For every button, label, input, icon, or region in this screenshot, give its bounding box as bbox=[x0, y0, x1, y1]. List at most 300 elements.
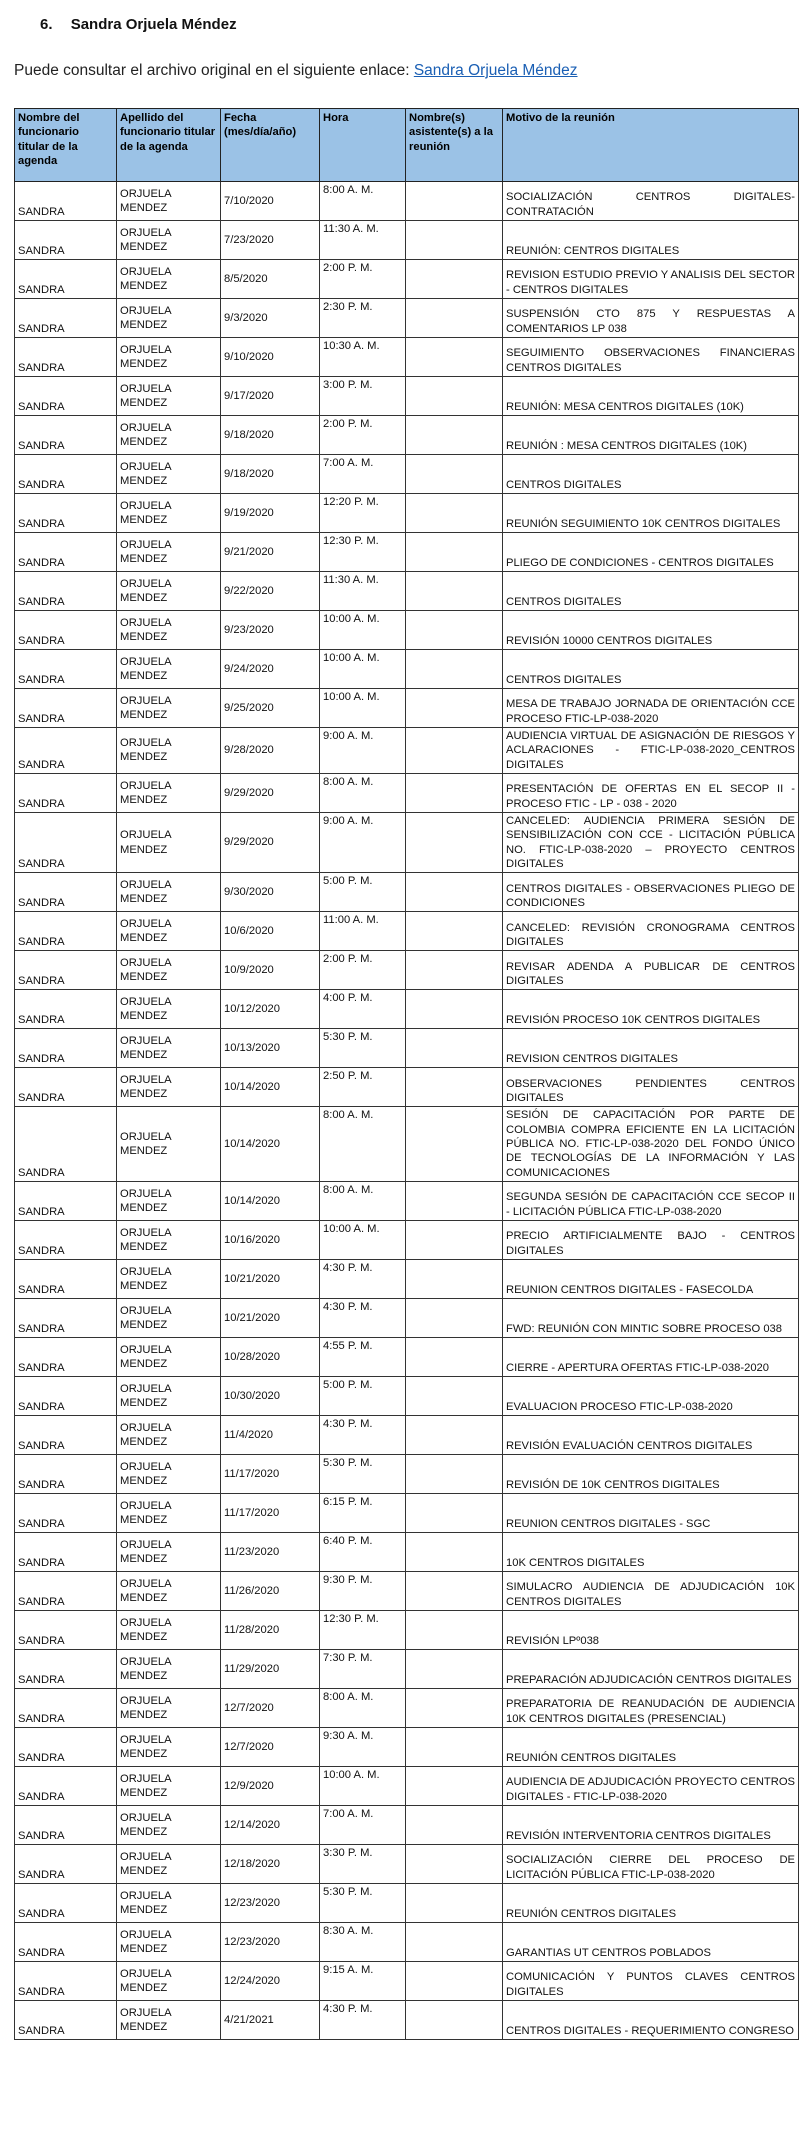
cell-hora: 11:00 A. M. bbox=[320, 912, 406, 951]
cell-hora: 10:00 A. M. bbox=[320, 650, 406, 689]
cell-motivo: EVALUACION PROCESO FTIC-LP-038-2020 bbox=[503, 1376, 799, 1415]
cell-nombre: SANDRA bbox=[15, 1805, 117, 1844]
cell-hora: 4:55 P. M. bbox=[320, 1337, 406, 1376]
table-row bbox=[15, 1571, 799, 1610]
table-row bbox=[15, 1805, 799, 1844]
cell-motivo: CANCELED: REVISIÓN CRONOGRAMA CENTROS DIGITALES bbox=[503, 912, 799, 951]
table-row bbox=[15, 990, 799, 1029]
cell-asistentes bbox=[406, 1259, 503, 1298]
table-row bbox=[15, 1107, 799, 1182]
original-file-link[interactable]: Sandra Orjuela Méndez bbox=[413, 62, 578, 79]
cell-apellido: ORJUELA MENDEZ bbox=[117, 1532, 221, 1571]
cell-apellido: ORJUELA MENDEZ bbox=[117, 650, 221, 689]
cell-nombre: SANDRA bbox=[15, 2000, 117, 2039]
cell-motivo: GARANTIAS UT CENTROS POBLADOS bbox=[503, 1922, 799, 1961]
cell-apellido: ORJUELA MENDEZ bbox=[117, 951, 221, 990]
cell-nombre: SANDRA bbox=[15, 912, 117, 951]
cell-motivo: REVISION ESTUDIO PREVIO Y ANALISIS DEL SECTOR - CENTROS DIGITALES bbox=[503, 260, 799, 299]
cell-hora: 6:40 P. M. bbox=[320, 1532, 406, 1571]
cell-apellido: ORJUELA MENDEZ bbox=[117, 1415, 221, 1454]
cell-nombre: SANDRA bbox=[15, 1532, 117, 1571]
cell-asistentes bbox=[406, 455, 503, 494]
cell-hora: 10:00 A. M. bbox=[320, 611, 406, 650]
cell-hora: 8:00 A. M. bbox=[320, 1107, 406, 1182]
cell-hora: 5:30 P. M. bbox=[320, 1883, 406, 1922]
header-nombre: Nombre del funcionario titular de la agenda bbox=[15, 109, 117, 182]
cell-motivo: CENTROS DIGITALES bbox=[503, 455, 799, 494]
cell-fecha: 11/17/2020 bbox=[221, 1493, 320, 1532]
cell-apellido: ORJUELA MENDEZ bbox=[117, 1688, 221, 1727]
cell-hora: 9:00 A. M. bbox=[320, 728, 406, 774]
cell-motivo: PRESENTACIÓN DE OFERTAS EN EL SECOP II - PROCESO FTIC - LP - 038 - 2020 bbox=[503, 773, 799, 812]
cell-nombre: SANDRA bbox=[15, 1029, 117, 1068]
cell-apellido: ORJUELA MENDEZ bbox=[117, 1610, 221, 1649]
table-row bbox=[15, 1337, 799, 1376]
cell-motivo: OBSERVACIONES PENDIENTES CENTROS DIGITALES bbox=[503, 1068, 799, 1107]
cell-fecha: 8/5/2020 bbox=[221, 260, 320, 299]
cell-nombre: SANDRA bbox=[15, 1493, 117, 1532]
cell-asistentes bbox=[406, 1883, 503, 1922]
cell-asistentes bbox=[406, 650, 503, 689]
table-row bbox=[15, 221, 799, 260]
cell-hora: 4:30 P. M. bbox=[320, 1259, 406, 1298]
cell-fecha: 10/12/2020 bbox=[221, 990, 320, 1029]
cell-asistentes bbox=[406, 494, 503, 533]
table-row bbox=[15, 2000, 799, 2039]
cell-fecha: 10/13/2020 bbox=[221, 1029, 320, 1068]
cell-asistentes bbox=[406, 1532, 503, 1571]
cell-motivo: CENTROS DIGITALES bbox=[503, 650, 799, 689]
cell-motivo: SIMULACRO AUDIENCIA DE ADJUDICACIÓN 10K CENTROS DIGITALES bbox=[503, 1571, 799, 1610]
cell-hora: 3:30 P. M. bbox=[320, 1844, 406, 1883]
table-row bbox=[15, 1610, 799, 1649]
table-row bbox=[15, 912, 799, 951]
table-body bbox=[15, 182, 799, 2040]
cell-fecha: 12/24/2020 bbox=[221, 1961, 320, 2000]
cell-hora: 5:00 P. M. bbox=[320, 873, 406, 912]
cell-hora: 10:00 A. M. bbox=[320, 689, 406, 728]
cell-motivo: CANCELED: AUDIENCIA PRIMERA SESIÓN DE SENSIBILIZACIÓN CON CCE - LICITACIÓN PÚBLICA NO. FTIC-LP-038-2020 – PROYECTO CENTROS DIGITALES bbox=[503, 812, 799, 872]
table-row bbox=[15, 951, 799, 990]
cell-apellido: ORJUELA MENDEZ bbox=[117, 533, 221, 572]
cell-motivo: REUNION CENTROS DIGITALES - SGC bbox=[503, 1493, 799, 1532]
cell-apellido: ORJUELA MENDEZ bbox=[117, 728, 221, 774]
cell-nombre: SANDRA bbox=[15, 773, 117, 812]
table-row bbox=[15, 1376, 799, 1415]
cell-hora: 4:30 P. M. bbox=[320, 1415, 406, 1454]
cell-hora: 4:00 P. M. bbox=[320, 990, 406, 1029]
cell-fecha: 9/21/2020 bbox=[221, 533, 320, 572]
cell-nombre: SANDRA bbox=[15, 1922, 117, 1961]
cell-asistentes bbox=[406, 1181, 503, 1220]
cell-motivo: REVISAR ADENDA A PUBLICAR DE CENTROS DIGITALES bbox=[503, 951, 799, 990]
cell-hora: 2:00 P. M. bbox=[320, 416, 406, 455]
cell-motivo: SEGUIMIENTO OBSERVACIONES FINANCIERAS CENTROS DIGITALES bbox=[503, 338, 799, 377]
table-row bbox=[15, 1883, 799, 1922]
table-row bbox=[15, 728, 799, 774]
cell-apellido: ORJUELA MENDEZ bbox=[117, 1922, 221, 1961]
cell-hora: 8:00 A. M. bbox=[320, 773, 406, 812]
cell-fecha: 10/6/2020 bbox=[221, 912, 320, 951]
cell-motivo: REUNIÓN CENTROS DIGITALES bbox=[503, 1727, 799, 1766]
cell-motivo: AUDIENCIA VIRTUAL DE ASIGNACIÓN DE RIESGOS Y ACLARACIONES - FTIC-LP-038-2020_CENTROS DIGITALES bbox=[503, 728, 799, 774]
cell-hora: 10:00 A. M. bbox=[320, 1220, 406, 1259]
header-asistentes: Nombre(s) asistente(s) a la reunión bbox=[406, 109, 503, 182]
cell-motivo: PREPARACIÓN ADJUDICACIÓN CENTROS DIGITALES bbox=[503, 1649, 799, 1688]
table-row bbox=[15, 377, 799, 416]
cell-apellido: ORJUELA MENDEZ bbox=[117, 912, 221, 951]
cell-motivo: MESA DE TRABAJO JORNADA DE ORIENTACIÓN CCE PROCESO FTIC-LP-038-2020 bbox=[503, 689, 799, 728]
table-row bbox=[15, 494, 799, 533]
cell-nombre: SANDRA bbox=[15, 260, 117, 299]
cell-hora: 8:00 A. M. bbox=[320, 1181, 406, 1220]
cell-asistentes bbox=[406, 338, 503, 377]
cell-hora: 9:00 A. M. bbox=[320, 812, 406, 872]
cell-apellido: ORJUELA MENDEZ bbox=[117, 182, 221, 221]
cell-hora: 5:30 P. M. bbox=[320, 1454, 406, 1493]
section-heading bbox=[40, 16, 237, 33]
cell-nombre: SANDRA bbox=[15, 611, 117, 650]
table-row bbox=[15, 1181, 799, 1220]
cell-motivo: FWD: REUNIÓN CON MINTIC SOBRE PROCESO 038 bbox=[503, 1298, 799, 1337]
cell-apellido: ORJUELA MENDEZ bbox=[117, 873, 221, 912]
cell-apellido: ORJUELA MENDEZ bbox=[117, 377, 221, 416]
cell-apellido: ORJUELA MENDEZ bbox=[117, 1029, 221, 1068]
cell-motivo: REVISIÓN DE 10K CENTROS DIGITALES bbox=[503, 1454, 799, 1493]
cell-motivo: PLIEGO DE CONDICIONES - CENTROS DIGITALES bbox=[503, 533, 799, 572]
cell-fecha: 9/18/2020 bbox=[221, 455, 320, 494]
table-row bbox=[15, 773, 799, 812]
cell-fecha: 9/17/2020 bbox=[221, 377, 320, 416]
cell-hora: 2:30 P. M. bbox=[320, 299, 406, 338]
table-row bbox=[15, 455, 799, 494]
cell-nombre: SANDRA bbox=[15, 1415, 117, 1454]
cell-hora: 11:30 A. M. bbox=[320, 221, 406, 260]
cell-nombre: SANDRA bbox=[15, 1107, 117, 1182]
cell-hora: 2:00 P. M. bbox=[320, 951, 406, 990]
cell-motivo: REVISIÓN PROCESO 10K CENTROS DIGITALES bbox=[503, 990, 799, 1029]
cell-apellido: ORJUELA MENDEZ bbox=[117, 1727, 221, 1766]
cell-asistentes bbox=[406, 1727, 503, 1766]
table-row bbox=[15, 299, 799, 338]
cell-nombre: SANDRA bbox=[15, 1571, 117, 1610]
cell-apellido: ORJUELA MENDEZ bbox=[117, 221, 221, 260]
cell-apellido: ORJUELA MENDEZ bbox=[117, 1454, 221, 1493]
table-row bbox=[15, 338, 799, 377]
table-row bbox=[15, 182, 799, 221]
table-row bbox=[15, 533, 799, 572]
cell-fecha: 9/29/2020 bbox=[221, 812, 320, 872]
cell-nombre: SANDRA bbox=[15, 1961, 117, 2000]
cell-fecha: 10/14/2020 bbox=[221, 1107, 320, 1182]
header-apellido: Apellido del funcionario titular de la agenda bbox=[117, 109, 221, 182]
cell-apellido: ORJUELA MENDEZ bbox=[117, 1571, 221, 1610]
cell-nombre: SANDRA bbox=[15, 1376, 117, 1415]
cell-fecha: 12/18/2020 bbox=[221, 1844, 320, 1883]
table-row bbox=[15, 650, 799, 689]
cell-asistentes bbox=[406, 1298, 503, 1337]
cell-nombre: SANDRA bbox=[15, 1337, 117, 1376]
cell-hora: 12:20 P. M. bbox=[320, 494, 406, 533]
cell-fecha: 7/10/2020 bbox=[221, 182, 320, 221]
cell-nombre: SANDRA bbox=[15, 873, 117, 912]
cell-fecha: 11/28/2020 bbox=[221, 1610, 320, 1649]
table-row bbox=[15, 1532, 799, 1571]
cell-hora: 9:30 A. M. bbox=[320, 1727, 406, 1766]
header-row bbox=[15, 109, 799, 182]
table-row bbox=[15, 1029, 799, 1068]
table-row bbox=[15, 689, 799, 728]
cell-nombre: SANDRA bbox=[15, 1649, 117, 1688]
table-row bbox=[15, 1493, 799, 1532]
cell-apellido: ORJUELA MENDEZ bbox=[117, 1493, 221, 1532]
cell-motivo: REVISIÓN 10000 CENTROS DIGITALES bbox=[503, 611, 799, 650]
cell-fecha: 9/29/2020 bbox=[221, 773, 320, 812]
cell-motivo: SEGUNDA SESIÓN DE CAPACITACIÓN CCE SECOP II - LICITACIÓN PÚBLICA FTIC-LP-038-2020 bbox=[503, 1181, 799, 1220]
cell-asistentes bbox=[406, 1454, 503, 1493]
cell-apellido: ORJUELA MENDEZ bbox=[117, 572, 221, 611]
cell-motivo: CENTROS DIGITALES bbox=[503, 572, 799, 611]
cell-motivo: SOCIALIZACIÓN CENTROS DIGITALES- CONTRATACIÓN bbox=[503, 182, 799, 221]
cell-hora: 5:30 P. M. bbox=[320, 1029, 406, 1068]
cell-apellido: ORJUELA MENDEZ bbox=[117, 1220, 221, 1259]
table-row bbox=[15, 1922, 799, 1961]
cell-fecha: 11/17/2020 bbox=[221, 1454, 320, 1493]
cell-fecha: 9/19/2020 bbox=[221, 494, 320, 533]
cell-hora: 2:50 P. M. bbox=[320, 1068, 406, 1107]
cell-motivo: CENTROS DIGITALES - REQUERIMIENTO CONGRESO bbox=[503, 2000, 799, 2039]
cell-asistentes bbox=[406, 1107, 503, 1182]
cell-motivo: COMUNICACIÓN Y PUNTOS CLAVES CENTROS DIGITALES bbox=[503, 1961, 799, 2000]
table-row bbox=[15, 1068, 799, 1107]
cell-motivo: REVISIÓN LPº038 bbox=[503, 1610, 799, 1649]
cell-fecha: 11/26/2020 bbox=[221, 1571, 320, 1610]
cell-nombre: SANDRA bbox=[15, 1220, 117, 1259]
cell-fecha: 12/14/2020 bbox=[221, 1805, 320, 1844]
cell-nombre: SANDRA bbox=[15, 182, 117, 221]
cell-nombre: SANDRA bbox=[15, 1298, 117, 1337]
cell-hora: 7:00 A. M. bbox=[320, 455, 406, 494]
cell-motivo: CIERRE - APERTURA OFERTAS FTIC-LP-038-2020 bbox=[503, 1337, 799, 1376]
cell-fecha: 10/9/2020 bbox=[221, 951, 320, 990]
cell-asistentes bbox=[406, 1766, 503, 1805]
cell-nombre: SANDRA bbox=[15, 1454, 117, 1493]
cell-nombre: SANDRA bbox=[15, 812, 117, 872]
cell-apellido: ORJUELA MENDEZ bbox=[117, 2000, 221, 2039]
cell-apellido: ORJUELA MENDEZ bbox=[117, 1107, 221, 1182]
cell-asistentes bbox=[406, 299, 503, 338]
cell-nombre: SANDRA bbox=[15, 1068, 117, 1107]
cell-motivo: REUNIÓN CENTROS DIGITALES bbox=[503, 1883, 799, 1922]
cell-asistentes bbox=[406, 1610, 503, 1649]
header-hora: Hora bbox=[320, 109, 406, 182]
cell-fecha: 4/21/2021 bbox=[221, 2000, 320, 2039]
cell-asistentes bbox=[406, 533, 503, 572]
cell-asistentes bbox=[406, 1649, 503, 1688]
cell-hora: 2:00 P. M. bbox=[320, 260, 406, 299]
cell-asistentes bbox=[406, 2000, 503, 2039]
cell-apellido: ORJUELA MENDEZ bbox=[117, 1181, 221, 1220]
cell-motivo: REVISIÓN INTERVENTORIA CENTROS DIGITALES bbox=[503, 1805, 799, 1844]
table-row bbox=[15, 1961, 799, 2000]
cell-fecha: 12/7/2020 bbox=[221, 1688, 320, 1727]
cell-motivo: SESIÓN DE CAPACITACIÓN POR PARTE DE COLOMBIA COMPRA EFICIENTE EN LA LICITACIÓN PÚBLICA NO. FTIC-LP-038-2020 DEL FONDO ÚNICO DE TECNOLOGÍAS DE LA INFORMACIÓN Y LAS COMUNICACIONES bbox=[503, 1107, 799, 1182]
table-row bbox=[15, 260, 799, 299]
cell-fecha: 9/25/2020 bbox=[221, 689, 320, 728]
cell-nombre: SANDRA bbox=[15, 951, 117, 990]
cell-hora: 12:30 P. M. bbox=[320, 1610, 406, 1649]
table-row bbox=[15, 572, 799, 611]
cell-apellido: ORJUELA MENDEZ bbox=[117, 689, 221, 728]
section-title: Sandra Orjuela Méndez bbox=[70, 16, 237, 33]
table-row bbox=[15, 1649, 799, 1688]
cell-hora: 4:30 P. M. bbox=[320, 2000, 406, 2039]
table-row bbox=[15, 1298, 799, 1337]
cell-asistentes bbox=[406, 1805, 503, 1844]
cell-asistentes bbox=[406, 990, 503, 1029]
cell-asistentes bbox=[406, 1922, 503, 1961]
cell-motivo: REVISIÓN EVALUACIÓN CENTROS DIGITALES bbox=[503, 1415, 799, 1454]
table-row bbox=[15, 812, 799, 872]
cell-hora: 10:00 A. M. bbox=[320, 1766, 406, 1805]
cell-hora: 7:00 A. M. bbox=[320, 1805, 406, 1844]
cell-asistentes bbox=[406, 416, 503, 455]
cell-asistentes bbox=[406, 1493, 503, 1532]
cell-nombre: SANDRA bbox=[15, 1610, 117, 1649]
header-fecha: Fecha (mes/día/año) bbox=[221, 109, 320, 182]
cell-nombre: SANDRA bbox=[15, 1259, 117, 1298]
cell-hora: 11:30 A. M. bbox=[320, 572, 406, 611]
cell-fecha: 9/24/2020 bbox=[221, 650, 320, 689]
cell-fecha: 10/14/2020 bbox=[221, 1068, 320, 1107]
cell-hora: 8:00 A. M. bbox=[320, 182, 406, 221]
intro-text: Puede consultar el archivo original en el siguiente enlace: bbox=[14, 62, 414, 79]
table-row bbox=[15, 1727, 799, 1766]
cell-hora: 5:00 P. M. bbox=[320, 1376, 406, 1415]
cell-apellido: ORJUELA MENDEZ bbox=[117, 1883, 221, 1922]
cell-hora: 10:30 A. M. bbox=[320, 338, 406, 377]
cell-fecha: 10/28/2020 bbox=[221, 1337, 320, 1376]
cell-apellido: ORJUELA MENDEZ bbox=[117, 1766, 221, 1805]
cell-motivo: REUNIÓN SEGUIMIENTO 10K CENTROS DIGITALES bbox=[503, 494, 799, 533]
cell-asistentes bbox=[406, 812, 503, 872]
cell-nombre: SANDRA bbox=[15, 650, 117, 689]
cell-nombre: SANDRA bbox=[15, 1844, 117, 1883]
cell-motivo: 10K CENTROS DIGITALES bbox=[503, 1532, 799, 1571]
cell-asistentes bbox=[406, 1029, 503, 1068]
cell-fecha: 9/28/2020 bbox=[221, 728, 320, 774]
cell-asistentes bbox=[406, 221, 503, 260]
cell-asistentes bbox=[406, 1844, 503, 1883]
table-row bbox=[15, 1766, 799, 1805]
cell-asistentes bbox=[406, 773, 503, 812]
cell-asistentes bbox=[406, 1337, 503, 1376]
cell-motivo: REVISION CENTROS DIGITALES bbox=[503, 1029, 799, 1068]
cell-nombre: SANDRA bbox=[15, 533, 117, 572]
cell-asistentes bbox=[406, 182, 503, 221]
cell-fecha: 9/22/2020 bbox=[221, 572, 320, 611]
table-row bbox=[15, 1220, 799, 1259]
cell-apellido: ORJUELA MENDEZ bbox=[117, 1298, 221, 1337]
cell-motivo: PREPARATORIA DE REANUDACIÓN DE AUDIENCIA 10K CENTROS DIGITALES (PRESENCIAL) bbox=[503, 1688, 799, 1727]
table-row bbox=[15, 611, 799, 650]
cell-asistentes bbox=[406, 728, 503, 774]
cell-apellido: ORJUELA MENDEZ bbox=[117, 611, 221, 650]
table-row bbox=[15, 1454, 799, 1493]
cell-asistentes bbox=[406, 873, 503, 912]
table-header bbox=[15, 109, 799, 182]
cell-nombre: SANDRA bbox=[15, 990, 117, 1029]
cell-asistentes bbox=[406, 572, 503, 611]
cell-hora: 12:30 P. M. bbox=[320, 533, 406, 572]
cell-apellido: ORJUELA MENDEZ bbox=[117, 773, 221, 812]
cell-motivo: REUNIÓN: CENTROS DIGITALES bbox=[503, 221, 799, 260]
cell-apellido: ORJUELA MENDEZ bbox=[117, 494, 221, 533]
cell-nombre: SANDRA bbox=[15, 1766, 117, 1805]
cell-nombre: SANDRA bbox=[15, 1688, 117, 1727]
cell-apellido: ORJUELA MENDEZ bbox=[117, 338, 221, 377]
cell-fecha: 11/4/2020 bbox=[221, 1415, 320, 1454]
table-row bbox=[15, 1259, 799, 1298]
section-number: 6. bbox=[40, 16, 53, 33]
cell-apellido: ORJUELA MENDEZ bbox=[117, 299, 221, 338]
cell-asistentes bbox=[406, 611, 503, 650]
cell-motivo: AUDIENCIA DE ADJUDICACIÓN PROYECTO CENTROS DIGITALES - FTIC-LP-038-2020 bbox=[503, 1766, 799, 1805]
cell-asistentes bbox=[406, 912, 503, 951]
cell-fecha: 10/21/2020 bbox=[221, 1298, 320, 1337]
cell-asistentes bbox=[406, 260, 503, 299]
cell-nombre: SANDRA bbox=[15, 1883, 117, 1922]
cell-nombre: SANDRA bbox=[15, 221, 117, 260]
cell-fecha: 10/16/2020 bbox=[221, 1220, 320, 1259]
cell-nombre: SANDRA bbox=[15, 338, 117, 377]
cell-motivo: REUNIÓN : MESA CENTROS DIGITALES (10K) bbox=[503, 416, 799, 455]
cell-hora: 7:30 P. M. bbox=[320, 1649, 406, 1688]
cell-hora: 6:15 P. M. bbox=[320, 1493, 406, 1532]
cell-motivo: CENTROS DIGITALES - OBSERVACIONES PLIEGO DE CONDICIONES bbox=[503, 873, 799, 912]
cell-fecha: 10/14/2020 bbox=[221, 1181, 320, 1220]
cell-motivo: REUNION CENTROS DIGITALES - FASECOLDA bbox=[503, 1259, 799, 1298]
cell-apellido: ORJUELA MENDEZ bbox=[117, 812, 221, 872]
cell-nombre: SANDRA bbox=[15, 299, 117, 338]
cell-asistentes bbox=[406, 1376, 503, 1415]
cell-apellido: ORJUELA MENDEZ bbox=[117, 990, 221, 1029]
cell-nombre: SANDRA bbox=[15, 728, 117, 774]
cell-apellido: ORJUELA MENDEZ bbox=[117, 1068, 221, 1107]
table-row bbox=[15, 1415, 799, 1454]
cell-hora: 3:00 P. M. bbox=[320, 377, 406, 416]
cell-fecha: 9/3/2020 bbox=[221, 299, 320, 338]
cell-apellido: ORJUELA MENDEZ bbox=[117, 1961, 221, 2000]
cell-motivo: REUNIÓN: MESA CENTROS DIGITALES (10K) bbox=[503, 377, 799, 416]
cell-fecha: 12/7/2020 bbox=[221, 1727, 320, 1766]
cell-asistentes bbox=[406, 1688, 503, 1727]
cell-asistentes bbox=[406, 689, 503, 728]
agenda-table bbox=[14, 108, 799, 2040]
cell-nombre: SANDRA bbox=[15, 494, 117, 533]
cell-apellido: ORJUELA MENDEZ bbox=[117, 1337, 221, 1376]
cell-apellido: ORJUELA MENDEZ bbox=[117, 416, 221, 455]
cell-fecha: 12/23/2020 bbox=[221, 1883, 320, 1922]
cell-fecha: 11/23/2020 bbox=[221, 1532, 320, 1571]
header-motivo: Motivo de la reunión bbox=[503, 109, 799, 182]
cell-fecha: 9/23/2020 bbox=[221, 611, 320, 650]
cell-apellido: ORJUELA MENDEZ bbox=[117, 1844, 221, 1883]
cell-fecha: 11/29/2020 bbox=[221, 1649, 320, 1688]
cell-fecha: 12/23/2020 bbox=[221, 1922, 320, 1961]
cell-apellido: ORJUELA MENDEZ bbox=[117, 1649, 221, 1688]
table-row bbox=[15, 416, 799, 455]
